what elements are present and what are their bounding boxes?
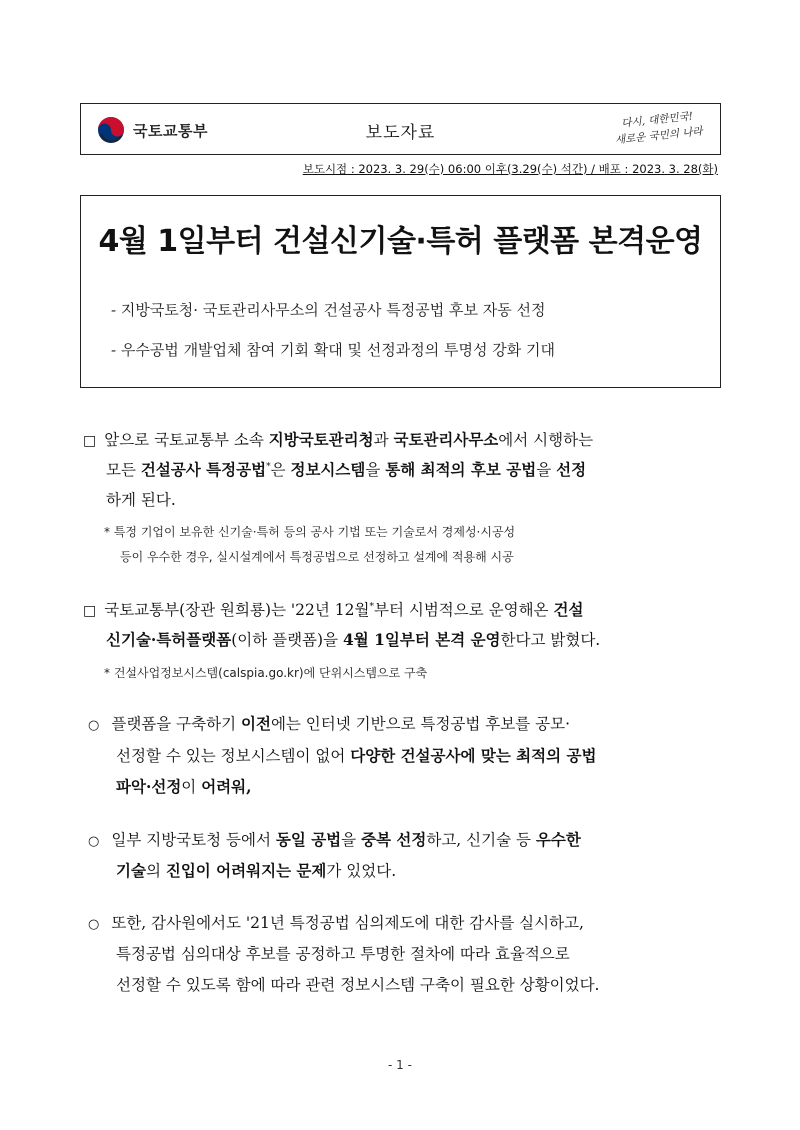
text-line: 기술의 진입이 어려워지는 문제가 있었다. — [116, 861, 397, 880]
release-info: 보도시점 : 2023. 3. 29(수) 06:00 이후(3.29(수) 석간) / 배포 : 2023. 3. 28(화) — [302, 162, 718, 176]
subtitle: - 우수공법 개발업체 참여 기회 확대 및 선정과정의 투명성 강화 기대 — [111, 341, 555, 359]
doc-type-label: 보도자료 — [365, 123, 436, 143]
square-bullet-icon: □ — [83, 433, 97, 449]
circle-bullet-icon: ○ — [88, 834, 100, 849]
footnote: * 건설사업정보시스템(calspia.go.kr)에 단위시스템으로 구축 — [104, 666, 428, 680]
footnote: 등이 우수한 경우, 실시설계에서 특정공법으로 선정하고 설계에 적용해 시공 — [120, 550, 514, 564]
text-line: ○ 또한, 감사원에서도 '21년 특정공법 심의제도에 대한 감사를 실시하고, — [88, 914, 584, 932]
text-line: 선정할 수 있는 정보시스템이 없어 다양한 건설공사에 맞는 최적의 공법 — [116, 746, 597, 765]
text-line: 선정할 수 있도록 함에 따라 관련 정보시스템 구축이 필요한 상황이었다. — [116, 976, 600, 994]
text-line: 하게 된다. — [106, 491, 176, 509]
page-number: - 1 - — [388, 1058, 412, 1072]
slogan-line: 다시, 대한민국! — [620, 110, 694, 130]
text-line: ○ 플랫폼을 구축하기 이전에는 인터넷 기반으로 특정공법 후보를 공모· — [88, 714, 571, 733]
text-line: □ 국토교통부(장관 원희룡)는 '22년 12월*부터 시범적으로 운영해온 건설 — [83, 600, 584, 619]
text-line: 파악·선정이 어려워, — [116, 777, 252, 796]
header-box — [80, 103, 721, 155]
square-bullet-icon: □ — [83, 603, 97, 619]
circle-bullet-icon: ○ — [88, 917, 100, 932]
footnote: * 특정 기업이 보유한 신기술·특허 등의 공사 기법 또는 기술로서 경제성·시공성 — [104, 525, 516, 539]
text-line: 모든 건설공사 특정공법*은 정보시스템을 통해 최적의 후보 공법을 선정 — [106, 460, 587, 479]
text-line: ○ 일부 지방국토청 등에서 동일 공법을 중복 선정하고, 신기술 등 우수한 — [88, 830, 581, 849]
text-line: 특정공법 심의대상 후보를 공정하고 투명한 절차에 따라 효율적으로 — [116, 945, 570, 963]
title-box — [80, 195, 721, 388]
circle-bullet-icon: ○ — [88, 718, 100, 733]
text-line: □ 앞으로 국토교통부 소속 지방국토관리청과 국토관리사무소에서 시행하는 — [83, 430, 594, 449]
subtitle: - 지방국토청· 국토관리사무소의 건설공사 특정공법 후보 자동 선정 — [111, 301, 546, 319]
slogan-line: 새로운 국민의 나라 — [614, 125, 704, 147]
text-line: 신기술·특허플랫폼(이하 플랫폼)을 4월 1일부터 본격 운영한다고 밝혔다. — [106, 630, 601, 649]
ministry-name: 국토교통부 — [133, 121, 208, 140]
page-title: 4월 1일부터 건설신기술·특허 플랫폼 본격운영 — [98, 224, 703, 259]
